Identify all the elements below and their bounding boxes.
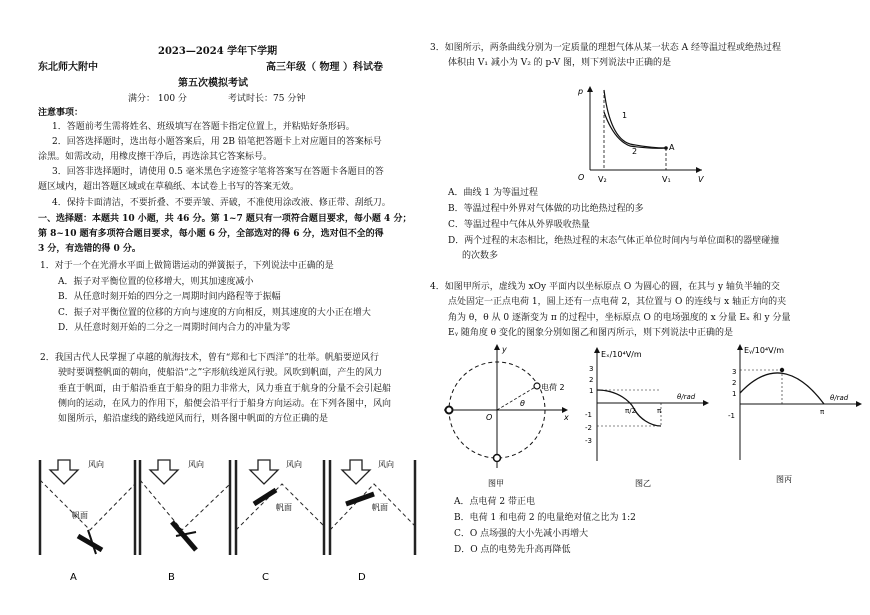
- arrow-right-icon: [696, 167, 702, 173]
- figure-label-b: B: [168, 572, 175, 583]
- p-axis-label: p: [578, 87, 584, 96]
- q4-line3: 角为 θ，θ 从 0 逐渐变为 π 的过程中，坐标原点 O 的电场强度的 x 分量 Eₓ 和 y 分量: [448, 313, 791, 323]
- tick-m2: -2: [585, 424, 592, 432]
- tick-m3: -3: [585, 437, 592, 445]
- sail-label: 帆面: [72, 511, 88, 520]
- theta-label: θ: [520, 399, 525, 408]
- q1-option-b: B．从任意时刻开始的四分之一周期时间内路程等于振幅: [58, 292, 281, 302]
- pi-half-label: π/2: [625, 407, 637, 415]
- q2-figure-c: [236, 459, 324, 583]
- figure-yi-label: 图乙: [635, 479, 651, 488]
- q4-option-d: D．O 点的电势先升高再降低: [454, 545, 571, 555]
- boat-icon: [346, 494, 374, 504]
- q2-figure-a: [40, 459, 135, 583]
- x-axis-label: x: [564, 413, 569, 422]
- q4-line2: 点处固定一正点电荷 1，圆上还有一点电荷 2，其位置与 O 的连线与 x 轴正方向的夹: [448, 297, 787, 307]
- wind-arrow-icon: [150, 460, 178, 484]
- wind-label: 风向: [88, 460, 104, 469]
- figure-jia: [440, 340, 575, 490]
- ey-peak-point: [780, 368, 784, 372]
- wind-arrow-icon: [50, 460, 78, 484]
- v-axis-label: V: [698, 175, 704, 184]
- tick-3: 3: [732, 368, 737, 376]
- pi-label: π: [820, 408, 825, 416]
- pi-label: π: [657, 407, 662, 415]
- figure-jia-label: 图甲: [488, 479, 504, 488]
- sail-label: 帆面: [372, 503, 388, 512]
- q2-line3: 垂直于帆面，由于船沿垂直于船身的阻力非常大，风力垂直于航身的分量不会引起船: [58, 384, 392, 394]
- v1-label: V₁: [662, 175, 671, 184]
- figure-bing: [722, 340, 867, 490]
- tick-2: 2: [732, 379, 737, 387]
- note-2a: 2．回答选择题时，选出每小题答案后，用 2B 铅笔把答题卡上对应题目的答案标号: [52, 137, 382, 147]
- q2-figure-d: [330, 459, 415, 583]
- year-term: 2023—2024 学年下学期: [158, 46, 278, 57]
- tick-2: 2: [589, 376, 594, 384]
- note-4: 4．保持卡面清洁，不要折叠、不要弄皱、弄破，不准使用涂改液、修正带、刮纸刀。: [52, 198, 391, 208]
- theta-axis-label: θ/rad: [830, 394, 849, 402]
- point-a-label: A: [669, 143, 675, 152]
- origin-label: O: [578, 173, 585, 182]
- tick-1: 1: [589, 387, 594, 395]
- q2-figures: [0, 450, 430, 615]
- wind-label: 风向: [378, 460, 394, 469]
- wind-label: 风向: [286, 460, 302, 469]
- q4-line1: 4．如图甲所示，虚线为 xOy 平面内以坐标原点 O 为圆心的圆，在其与 y 轴负半轴的交: [430, 282, 780, 292]
- ex-axis-label: Eₓ/10⁴V/m: [601, 350, 642, 359]
- right-column: [430, 0, 870, 615]
- y-axis-label: y: [502, 345, 507, 354]
- figure-label-a: A: [70, 572, 77, 583]
- charge-2: [534, 383, 540, 389]
- figure-yi: [575, 345, 720, 490]
- q3-option-c: C．等温过程中气体从外界吸收热量: [448, 220, 590, 230]
- charge-2-label: 电荷 2: [541, 383, 565, 392]
- q3-option-d1: D．两个过程的末态相比，绝热过程的末态气体正单位时间内与单位面积的器壁碰撞: [448, 236, 780, 246]
- figure-label-d: D: [358, 572, 366, 583]
- note-2b: 涂黑。如需改动，用橡皮擦干净后，再选涂其它答案标号。: [38, 152, 273, 162]
- exam-time: 考试时长：75 分钟: [228, 94, 306, 104]
- q4-option-b: B．电荷 1 和电荷 2 的电量绝对值之比为 1:2: [454, 513, 636, 523]
- q2-line5: 如图所示，船沿虚线的路线逆风而行，则各图中帆面的方位正确的是: [58, 414, 329, 424]
- figure-bing-label: 图丙: [776, 475, 792, 484]
- note-3b: 题区域内，超出答题区域或在草稿纸、本试卷上书写的答案无效。: [38, 182, 300, 192]
- charge-1: [494, 455, 501, 462]
- origin-label: O: [486, 413, 493, 422]
- sail-label: 帆面: [276, 503, 292, 512]
- section1-line1: 一、选择题：本题共 10 小题，共 46 分。第 1~7 题只有一项符合题目要求，每小题 4 分；: [38, 214, 412, 224]
- curve-1: [604, 90, 666, 148]
- pv-graph: [570, 82, 710, 188]
- v2-label: V₂: [598, 175, 607, 184]
- full-score: 满分： 100 分: [128, 94, 187, 104]
- q1-option-a: A．振子对平衡位置的位移增大，则其加速度减小: [58, 277, 254, 287]
- point-a: [664, 146, 668, 150]
- notes-title: 注意事项：: [38, 108, 84, 118]
- left-column: [0, 0, 430, 615]
- note-3a: 3．回答非选择题时，请使用 0.5 毫米黑色字迹签字笔将答案写在答题卡各题目的答: [52, 167, 384, 177]
- figure-label-c: C: [262, 572, 269, 583]
- section1-line2: 第 8~10 题有多项符合题目要求，每小题 6 分，全部选对的得 6 分，选对但不全的得: [38, 229, 384, 239]
- q4-option-c: C．O 点场强的大小先减小再增大: [454, 529, 589, 539]
- q3-option-d2: 的次数多: [462, 251, 499, 261]
- grade-subject: 高三年级（ 物理 ）科试卷: [266, 62, 383, 73]
- curve-2: [604, 112, 666, 148]
- theta-axis-label: θ/rad: [677, 393, 696, 401]
- curve-2-label: 2: [632, 147, 638, 156]
- q1-option-d: D．从任意时刻开始的二分之一周期时间内合力的冲量为零: [58, 323, 291, 333]
- ring-marker: [446, 407, 453, 414]
- q4-option-a: A．点电荷 2 带正电: [454, 497, 535, 507]
- q3-line2: 体积由 V₁ 减小为 V₂ 的 p-V 图，则下列说法中正确的是: [448, 58, 672, 68]
- tick-1: 1: [732, 390, 737, 398]
- tick-m1: -1: [585, 411, 592, 419]
- q2-figure-b: [140, 459, 230, 583]
- wind-arrow-icon: [250, 460, 278, 484]
- note-1: 1．答题前考生需将姓名、班级填写在答题卡指定位置上，并粘贴好条形码。: [52, 122, 355, 132]
- q4-line4: Eᵧ 随角度 θ 变化的图象分别如图乙和图丙所示，则下列说法中正确的是: [448, 328, 733, 338]
- wind-arrow-icon: [342, 460, 370, 484]
- wind-label: 风向: [188, 460, 204, 469]
- arrow-up-icon: [587, 86, 593, 92]
- exam-name: 第五次模拟考试: [178, 78, 248, 89]
- school-name: 东北师大附中: [38, 62, 98, 73]
- boat-icon: [254, 490, 276, 504]
- section1-line3: 3 分，有选错的得 0 分。: [38, 244, 141, 254]
- boat-icon: [172, 522, 196, 550]
- q1-option-c: C．振子对平衡位置的位移的方向与速度的方向相反，则其速度的大小正在增大: [58, 308, 371, 318]
- q3-option-a: A．曲线 1 为等温过程: [448, 188, 538, 198]
- q2-line1: 2．我国古代人民掌握了卓越的航海技术，曾有“郑和七下西洋”的壮举。帆船要逆风行: [40, 353, 379, 363]
- q3-line1: 3．如图所示，两条曲线分别为一定质量的理想气体从某一状态 A 经等温过程或绝热过程: [430, 43, 781, 53]
- q3-option-b: B．等温过程中外界对气体做的功比绝热过程的多: [448, 204, 644, 214]
- tick-m1: -1: [728, 412, 735, 420]
- tick-3: 3: [589, 365, 594, 373]
- q2-line4: 侧向的运动，在风力的作用下，船便会沿平行于船身方向运动。在下列各图中，风向: [58, 399, 392, 409]
- ey-axis-label: Eᵧ/10⁴V/m: [744, 346, 785, 355]
- curve-1-label: 1: [622, 111, 628, 120]
- q2-line2: 驶时要调整帆面的朝向，使船沿“之”字形航线逆风行驶。风吹到帆面，产生的风力: [58, 368, 383, 378]
- q1-stem: 1．对于一个在光滑水平面上做简谐运动的弹簧振子，下列说法中正确的是: [40, 261, 334, 271]
